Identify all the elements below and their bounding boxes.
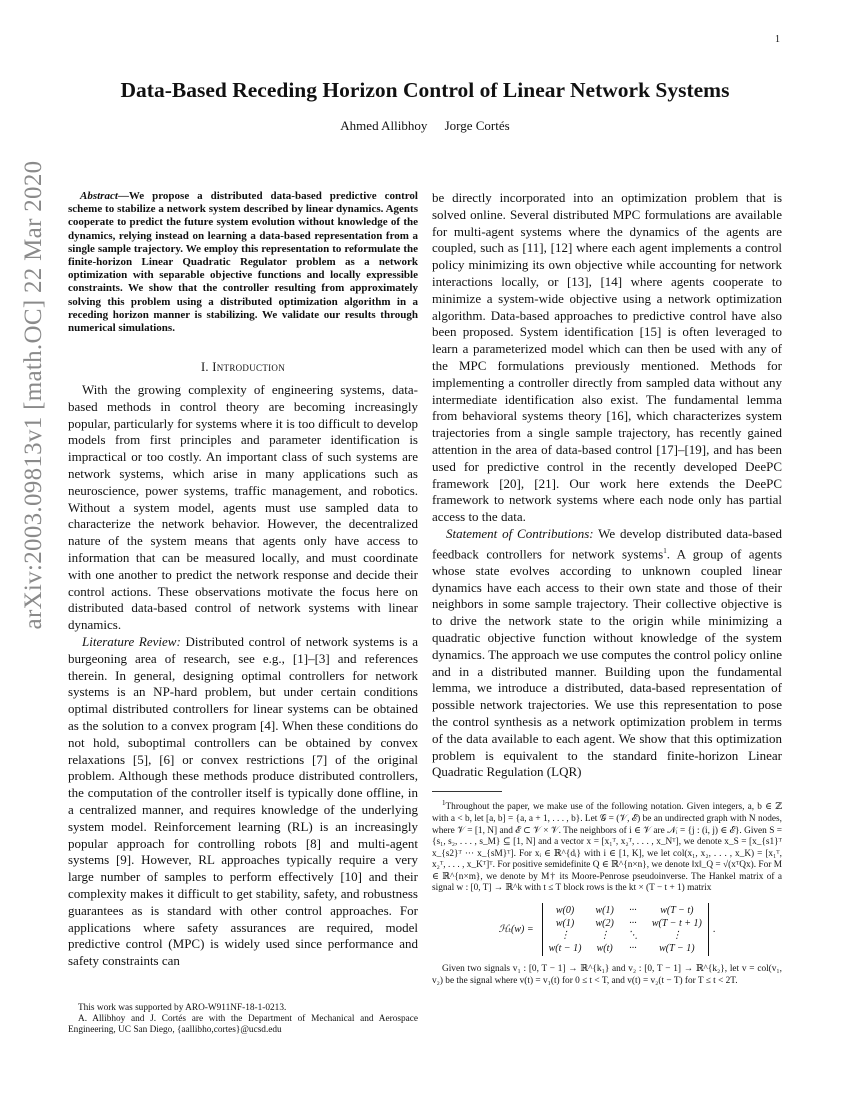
right-column: [432, 190, 782, 988]
matrix-cell: ⋮: [560, 930, 571, 942]
footnote-marker: 1: [663, 546, 667, 555]
matrix-cell: w(T − t): [660, 905, 694, 917]
notation-footnote: [432, 798, 782, 987]
author-1: Ahmed Allibhoy: [340, 118, 428, 133]
abstract-text: —We propose a distributed data-based predictive control scheme to stabilize a network system described by linear dynamics. Agents cooperate to predict the future system evolution without knowledge of the dynamics, relying instead on learning a data-based representation from a single sample trajectory. We employ this representation to reformulate the finite-horizon Linear Quadratic Regulator problem as a network optimization with separable objective functions and locally expressible constraints. We show that the controller resulting from approximately solving this problem using a distributed optimization algorithm in a receding horizon manner is stabilizing. We validate our results through numerical simulations.: [68, 190, 418, 335]
matrix-cell: ⋮: [671, 930, 682, 942]
abstract: [68, 190, 418, 335]
author-2: Jorge Cortés: [444, 118, 510, 133]
literature-review-text: Distributed control of network systems is a burgeoning area of research, see e.g., [1]–[3] and references therein. In general, designing optimal controllers for network systems is an NP-hard problem, but under certain conditions optimal distributed controllers for linear systems can be obtained as the solution to a convex program [4]. When these conditions do not hold, suboptimal controllers can be obtained by convex relaxations [5], [6] or convex restrictions [7] of the original problem. Although these methods produce distributed controllers, the computation of the controller itself is typically done offline, in a centralized manner, and requires knowledge of the underlying system model. Reinforcement learning (RL) is an increasingly popular approach for controlling robots [8] and multi-agent systems [9]. However, RL approaches typically require a very large number of samples to perform effectively [10] and their complexity makes it difficult to get stability, safety, and robustness guarantees as is standard with other control approaches. For applications where safety assurances are required, model predictive control (MPC) is widely used since performance and safety constraints can: [68, 633, 418, 969]
footnote-body: Throughout the paper, we make use of the following notation. Given integers, a, b ∈ ℤ with a < b, let [a, b] = {a, a + 1, . . . , b}. Let 𝒢 = (𝒱, ℰ) be an undirected graph with N nodes, where 𝒱 = [1, N] and ℰ ⊂ 𝒱 × 𝒱. The neighbors of i ∈ 𝒱 are 𝒩ᵢ = {j : (i, j) ∈ ℰ}. Given S = {s₁, s₂, . . . , s_M} ⊆ [1, N] and a vector x = [x₁ᵀ, x₂ᵀ, . . . , x_Nᵀ], we denote x_S = [x_{s1}ᵀ x_{s2}ᵀ ··· x_{sM}ᵀ]. For xᵢ ∈ ℝ^{dᵢ} with i ∈ [1, K], we let col(x₁, x₂, . . . , x_K) = [x₁ᵀ, x₂ᵀ, . . . , x_Kᵀ]ᵀ. For positive semidefinite Q ∈ ℝ^{n×n}, we denote ‖x‖_Q = √(xᵀQx). For M ∈ ℝ^{n×m}, we denote by M† its Moore-Penrose pseudoinverse. The Hankel matrix of a signal w : [0, T] → ℝ^k with t ≤ T block rows is the kt × (T − t + 1) matrix: [432, 802, 782, 894]
arxiv-stamp: [0, 0, 60, 1100]
footnote-number: 1: [442, 799, 446, 808]
left-footnotes: [68, 1003, 418, 1037]
paper-title: Data-Based Receding Horizon Control of Linear Network Systems: [120, 78, 730, 102]
arxiv-stamp-text: arXiv:2003.09813v1 [math.OC] 22 Mar 2020: [20, 160, 47, 630]
matrix-cell: w(1): [595, 905, 614, 917]
literature-review-paragraph: [68, 634, 418, 970]
matrix-cell: ⋱: [627, 930, 638, 942]
affiliation-note: A. Allibhoy and J. Cortés are with the Department of Mechanical and Aerospace Engineering, UC San Diego, {aallibho,cortes}@ucsd.edu: [68, 1014, 418, 1036]
footnote-rule: [432, 791, 502, 792]
contributions-paragraph: [432, 526, 782, 781]
continuation-paragraph: be directly incorporated into an optimization problem that is solved online. Several distributed MPC formulations are available for multi-agent systems where the dynamics of the agents are coupled, such as [11], [12] where each agent implements a control policy minimizing its own objective while accounting for network interactions locally, or [13], [14] where agents cooperate to minimize a system-wide objective using a network optimization algorithm. Data-based approaches to predictive control have also been proposed. System identification [15] is often leveraged to learn a parameterized model which can then be used with any of the MPC formulations previously mentioned. Methods for implementing a controller directly from sampled data without any intermediate identification also exist. The fundamental lemma from behavioral systems theory [16], which characterizes system trajectories from a single sample trajectory, has recently gained attention in the area of data-based control [17]–[19], and has been used for predictive control in the recently developed DeePC framework [20], [21]. Our work here extends the DeePC framework to network systems where each node only has partial access to the data.: [432, 190, 782, 525]
matrix-cell: ···: [629, 917, 637, 929]
matrix-cell: ⋮: [599, 930, 610, 942]
hankel-matrix: [542, 903, 709, 956]
matrix-cell: w(t): [596, 942, 613, 954]
footnote-text: [432, 798, 782, 895]
matrix-cell: w(1): [555, 917, 575, 929]
contributions-text-b: . A group of agents whose state evolves according to unknown coupled linear dynamics have each access to their own state and those of their neighbors in some sample trajectory. Their collective objective is to drive the network state to the origin while minimizing a quadratic objective function without knowledge of the system dynamics. The approach we use computes the control policy online and in a distributed manner. Building upon the fundamental lemma, we introduce a distributed, data-based representation of possible network trajectories. We use this representation to pose the control synthesis as a network optimization problem in terms of the data available to each agent. We show that this optimization problem is equivalent to the standard finite-horizon Linear Quadratic Regulation (LQR): [432, 546, 783, 780]
matrix-cell: w(0): [555, 905, 575, 917]
matrix-cell: w(t − 1): [548, 942, 582, 954]
left-column: [68, 190, 418, 970]
contributions-label: Statement of Contributions:: [446, 525, 594, 541]
page-number: 1: [775, 34, 780, 45]
abstract-label: Abstract: [80, 190, 118, 202]
authors: [60, 118, 790, 134]
intro-paragraph: With the growing complexity of engineering systems, data-based methods in control theory are becoming increasingly popular, particularly for systems where it is too difficult to develop models from first principles and parameter identification is impractical or too costly. An important class of such systems are network systems, which arise in many applications such as neuroscience, power systems, traffic management, and robotics. Without a system model, agents must use sampled data to characterize the network behavior. However, the decentralized nature of the system means that agents only have access to information that can be measured locally, and must coordinate with one another to predict the network response and decide their control actions. These observations motivate the focus here on distributed data-based control of network systems with linear dynamics.: [68, 382, 418, 633]
literature-review-label: Literature Review:: [82, 633, 181, 649]
matrix-cell: w(T − 1): [659, 942, 695, 954]
matrix-cell: w(2): [595, 917, 614, 929]
matrix-cell: ···: [629, 905, 637, 917]
contributions-text-a: We develop distributed data-based feedback controllers for network systems: [432, 525, 782, 562]
matrix-cell: w(T − t + 1): [651, 917, 702, 929]
section-heading-introduction: I. Introduction: [200, 360, 286, 375]
footnote-continuation: Given two signals v₁ : [0, T − 1] → ℝ^{k₁} and v₂ : [0, T − 1] → ℝ^{k₂}, let v = col(v₁, v₂) be the signal where v(t) = v₁(t) for 0 ≤ t < T, and v(t) = v₂(t − T) for T ≤ t < 2T.: [432, 964, 782, 987]
funding-note: This work was supported by ARO-W911NF-18-1-0213.: [78, 1003, 287, 1013]
hankel-matrix-lhs: ℋₜ(w) =: [498, 923, 534, 935]
matrix-cell: ···: [629, 942, 637, 954]
hankel-matrix-equation: ℋₜ(w) = w(0) w(1) ··· w(T − t) w(1) w(2) ··· w(T − t + 1) ⋮ ⋮ ⋱ ⋮ w(t − 1) w(t) ··· w(T − 1) .: [432, 903, 782, 956]
